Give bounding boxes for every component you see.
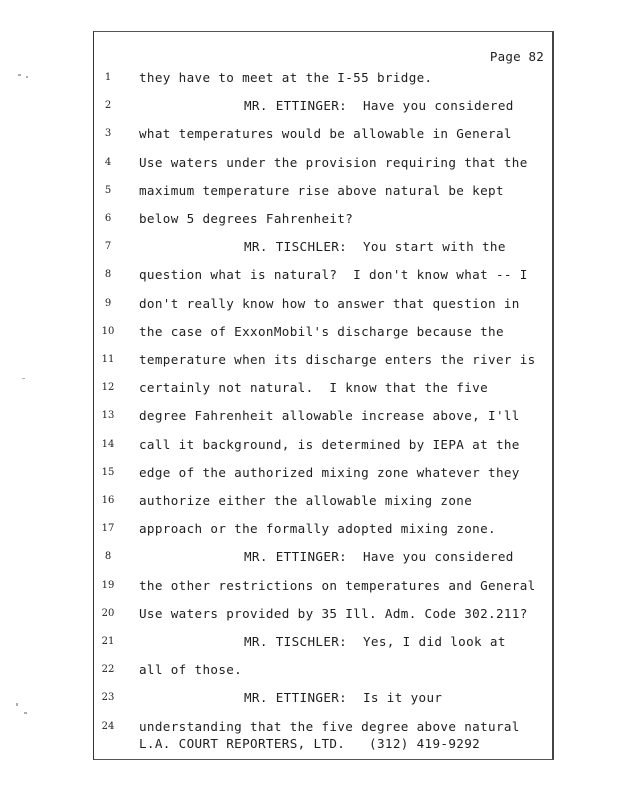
line-text: certainly not natural. I know that the five bbox=[139, 380, 489, 396]
line-number: 14 bbox=[101, 438, 115, 450]
line-number: 24 bbox=[101, 720, 115, 732]
transcript-line bbox=[94, 239, 555, 259]
transcript-line bbox=[94, 465, 555, 485]
transcript-line bbox=[94, 549, 555, 569]
scan-mark bbox=[22, 378, 25, 379]
line-text: all of those. bbox=[139, 662, 243, 678]
transcript-line bbox=[94, 578, 555, 598]
line-number: 8 bbox=[104, 551, 112, 563]
court-reporter-footer: L.A. COURT REPORTERS, LTD. (312) 419-9292 bbox=[139, 736, 481, 751]
transcript-line bbox=[94, 690, 555, 710]
line-number: 17 bbox=[101, 523, 115, 535]
line-number: 12 bbox=[101, 382, 115, 394]
line-number: 21 bbox=[101, 636, 115, 647]
page-number: Page 82 bbox=[489, 49, 544, 64]
line-text: edge of the authorized mixing zone whatever they bbox=[139, 464, 520, 480]
line-number: 10 bbox=[101, 325, 115, 337]
transcript-line bbox=[94, 211, 555, 231]
transcript-line bbox=[94, 493, 555, 513]
line-text: maximum temperature rise above natural be kept bbox=[139, 182, 504, 198]
line-text: MR. ETTINGER: Have you considered bbox=[244, 549, 514, 565]
line-text: authorize either the allowable mixing zone bbox=[139, 493, 473, 508]
line-text: below 5 degrees Fahrenheit? bbox=[139, 211, 354, 226]
line-number: 6 bbox=[104, 213, 112, 224]
transcript-line bbox=[94, 296, 555, 316]
line-number: 1 bbox=[104, 72, 112, 83]
transcript-page bbox=[93, 31, 554, 760]
transcript-line bbox=[94, 98, 555, 118]
transcript-line bbox=[94, 126, 555, 146]
line-number: 9 bbox=[104, 297, 112, 309]
transcript-line bbox=[94, 408, 555, 428]
line-text: the other restrictions on temperatures and General bbox=[139, 577, 536, 593]
line-text: question what is natural? I don't know what -- I bbox=[139, 267, 528, 283]
line-text: understanding that the five degree above natural bbox=[139, 718, 520, 734]
transcript-line bbox=[94, 380, 555, 400]
line-number: 7 bbox=[104, 241, 112, 253]
transcript-line bbox=[94, 437, 555, 457]
transcript-line bbox=[94, 70, 555, 90]
line-number: 8 bbox=[104, 269, 112, 281]
line-text: what temperatures would be allowable in General bbox=[139, 126, 512, 142]
line-number: 3 bbox=[104, 128, 112, 140]
line-text: Use waters under the provision requiring that the bbox=[139, 154, 528, 170]
line-text: call it background, is determined by IEPA at the bbox=[139, 436, 520, 452]
scan-mark bbox=[24, 712, 27, 714]
scan-mark bbox=[16, 703, 18, 706]
scan-mark bbox=[18, 74, 21, 76]
line-number: 13 bbox=[101, 410, 115, 422]
transcript-line bbox=[94, 183, 555, 203]
line-text: MR. ETTINGER: Have you considered bbox=[244, 98, 514, 114]
line-text: Use waters provided by 35 Ill. Adm. Code 302.211? bbox=[139, 605, 528, 621]
line-number: 16 bbox=[101, 495, 115, 506]
transcript-line bbox=[94, 662, 555, 682]
line-text: approach or the formally adopted mixing zone. bbox=[139, 521, 496, 537]
line-number: 19 bbox=[101, 579, 115, 591]
line-number: 2 bbox=[104, 100, 112, 112]
line-number: 22 bbox=[101, 664, 115, 676]
transcript-line bbox=[94, 634, 555, 654]
line-text: MR. TISCHLER: You start with the bbox=[244, 239, 506, 255]
line-text: MR. TISCHLER: Yes, I did look at bbox=[244, 634, 506, 649]
line-number: 15 bbox=[101, 466, 115, 478]
line-number: 5 bbox=[104, 184, 112, 196]
transcript-line bbox=[94, 324, 555, 344]
scan-mark bbox=[26, 76, 28, 78]
line-text: temperature when its discharge enters the river is bbox=[139, 352, 536, 367]
transcript-line bbox=[94, 521, 555, 541]
line-number: 20 bbox=[101, 607, 115, 619]
line-text: don't really know how to answer that question in bbox=[139, 295, 520, 311]
line-text: they have to meet at the I-55 bridge. bbox=[139, 70, 433, 85]
transcript-line bbox=[94, 606, 555, 626]
line-number: 4 bbox=[104, 156, 112, 168]
transcript-line bbox=[94, 352, 555, 372]
transcript-line bbox=[94, 267, 555, 287]
line-text: degree Fahrenheit allowable increase above, I'll bbox=[139, 408, 520, 424]
line-number: 11 bbox=[101, 354, 115, 365]
line-text: the case of ExxonMobil's discharge because the bbox=[139, 323, 504, 339]
line-number: 23 bbox=[101, 692, 115, 704]
line-text: MR. ETTINGER: Is it your bbox=[244, 690, 443, 706]
transcript-line bbox=[94, 155, 555, 175]
